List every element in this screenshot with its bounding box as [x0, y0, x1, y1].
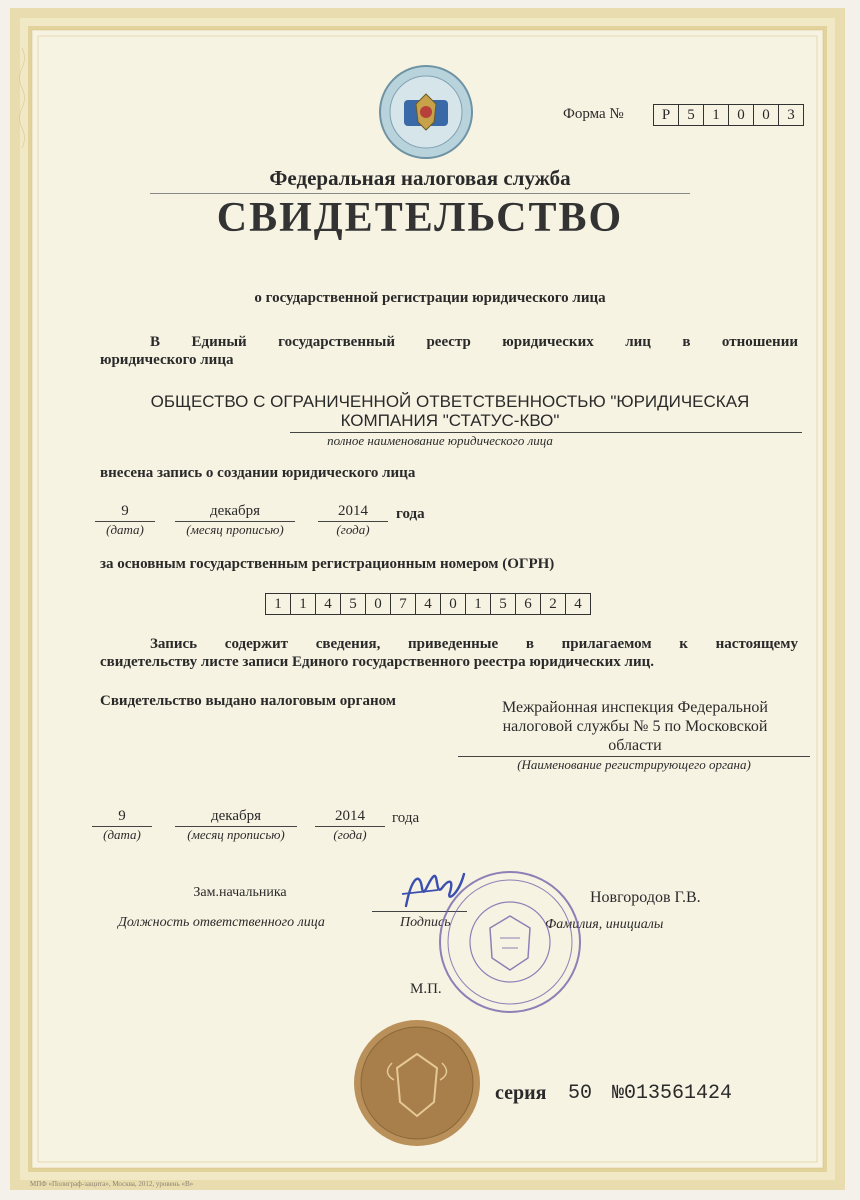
document-subtitle: о государственной регистрации юридического лица — [254, 290, 606, 306]
record-text: внесена запись о создании юридического лица — [100, 465, 416, 481]
form-label: Форма № — [563, 106, 624, 122]
company-caption: полное наименование юридического лица — [327, 433, 553, 448]
record-month-caption: (месяц прописью) — [186, 522, 284, 537]
ogrn-digit: 4 — [574, 596, 582, 612]
note-line2: свидетельству листе записи Единого государственного реестра юридических лиц. — [100, 654, 655, 670]
issued-year-caption: (года) — [333, 827, 367, 842]
issuer-name-line3: области — [608, 737, 662, 754]
fns-emblem-icon — [378, 64, 474, 160]
issuer-caption: (Наименование регистрирующего органа) — [517, 757, 751, 772]
issuer-label: Свидетельство выдано налоговым органом — [100, 693, 397, 709]
record-year: 2014 — [338, 503, 368, 519]
issued-month: декабря — [210, 808, 262, 824]
agency-name: Федеральная налоговая служба — [269, 166, 571, 190]
ogrn-digit: 0 — [366, 594, 391, 614]
ogrn-digit: 4 — [416, 594, 441, 614]
ogrn-digit: 2 — [541, 594, 566, 614]
ogrn-digit: 6 — [516, 594, 541, 614]
form-digit: 0 — [754, 105, 779, 125]
company-name-line1: ОБЩЕСТВО С ОГРАНИЧЕННОЙ ОТВЕТСТВЕННОСТЬЮ "ЮРИДИЧЕСКАЯ — [150, 392, 750, 411]
signer-position: Зам.начальника — [193, 885, 287, 900]
ogrn-label: за основным государственным регистрационным номером (ОГРН) — [100, 556, 555, 572]
issued-month-caption: (месяц прописью) — [187, 827, 285, 842]
record-year-caption: (года) — [336, 522, 370, 537]
document-title: СВИДЕТЕЛЬСТВО — [216, 195, 624, 241]
handwritten-signature-icon — [398, 866, 468, 914]
serial-label: серия — [495, 1082, 547, 1104]
record-day: 9 — [121, 503, 129, 519]
ogrn-digit: 7 — [391, 594, 416, 614]
intro-line2: юридического лица — [100, 352, 234, 368]
intro-line1: В Единый государственный реестр юридических лиц в отношении — [150, 334, 798, 350]
issued-day-caption: (дата) — [103, 827, 141, 842]
form-digit: 1 — [704, 105, 729, 125]
issuer-name-line1: Межрайонная инспекция Федеральной — [502, 699, 768, 716]
form-number-boxes — [653, 104, 804, 126]
ogrn-digit: 1 — [266, 594, 291, 614]
issued-day: 9 — [118, 808, 126, 824]
printer-footnote: МПФ «Полиграф-защита», Москва, 2012, уровень «В» — [30, 1180, 194, 1188]
signer-name-caption: Фамилия, инициалы — [545, 917, 664, 932]
form-digit: 3 — [787, 107, 795, 123]
issued-year-suffix: года — [392, 810, 420, 826]
note-line1: Запись содержит сведения, приведенные в прилагаемом к настоящему — [150, 636, 798, 652]
serial-number: №013561424 — [612, 1082, 733, 1105]
ogrn-digit: 5 — [491, 594, 516, 614]
form-digit: Р — [654, 105, 679, 125]
ogrn-digit: 4 — [316, 594, 341, 614]
issued-year: 2014 — [335, 808, 365, 824]
record-day-caption: (дата) — [106, 522, 144, 537]
signature-caption: Подпись — [400, 915, 451, 930]
issuer-name-line2: налоговой службы № 5 по Московской — [502, 718, 768, 735]
ogrn-digit: 1 — [291, 594, 316, 614]
record-year-suffix: года — [396, 506, 425, 522]
company-name-line2: КОМПАНИЯ "СТАТУС-КВО" — [340, 411, 560, 430]
serial-series: 50 — [568, 1082, 593, 1105]
signer-name: Новгородов Г.В. — [590, 889, 701, 906]
gold-seal-icon — [352, 1018, 482, 1148]
ogrn-digit: 1 — [466, 594, 491, 614]
form-digit: 0 — [729, 105, 754, 125]
signer-position-caption: Должность ответственного лица — [118, 915, 325, 930]
ogrn-digit: 5 — [341, 594, 366, 614]
ogrn-digit: 0 — [441, 594, 466, 614]
form-digit: 5 — [679, 105, 704, 125]
record-month: декабря — [209, 503, 261, 519]
stamp-place-label: М.П. — [410, 981, 442, 997]
ogrn-boxes — [265, 593, 591, 615]
